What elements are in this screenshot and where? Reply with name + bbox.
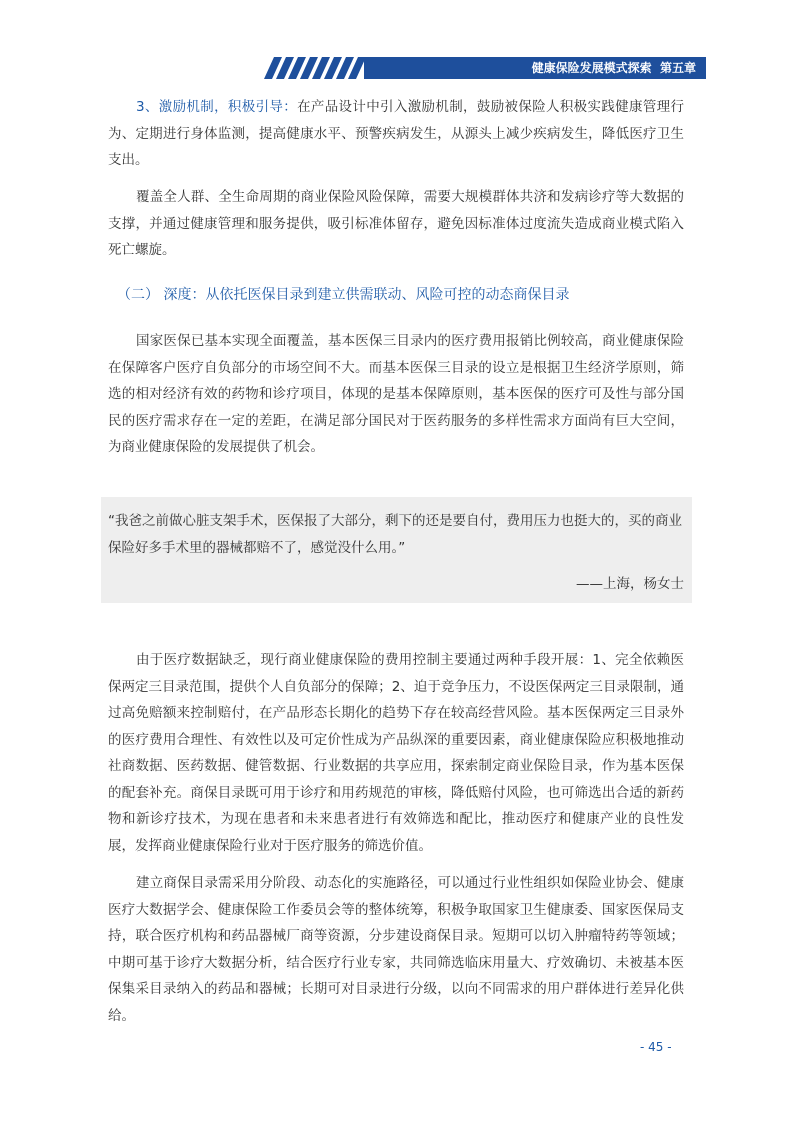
cost-control-paragraph: 由于医疗数据缺乏，现行商业健康保险的费用控制主要通过两种手段开展：1、完全依赖医保两定三目录范围，提供个人自负部分的保障；2、迫于竞争压力，不设医保两定三目录限制，通过高免赔额来控制赔付，在产品形态长期化的趋势下存在较高经营风险。基本医保两定三目录外的医疗费用合理性、有效性以及可定价性成为产品纵深的重要因素，商业健康保险应积极地推动社商数据、医药数据、健管数据、行业数据的共享应用，探索制定商业保险目录，作为基本医保的配套补充。商保目录既可用于诊疗和用药规范的审核，降低赔付风险，也可筛选出合适的新药物和新诊疗技术，为现在患者和未来患者进行有效筛选和配比，推动医疗和健康产业的良性发展，发挥商业健康保险行业对于医疗服务的筛选价值。: [108, 652, 684, 854]
section-heading: （二） 深度：从依托医保目录到建立供需联动、风险可控的动态商保目录: [117, 287, 570, 303]
incentive-label: 3、激励机制，积极引导：: [136, 99, 298, 115]
header-stripes-decoration: [256, 57, 366, 79]
page-number: - 45 -: [640, 1040, 672, 1054]
basic-insurance-paragraph: 国家医保已基本实现全面覆盖，基本医保三目录内的医疗费用报销比例较高，商业健康保险在保障客户医疗自负部分的市场空间不大。而基本医保三目录的设立是根据卫生经济学原则，筛选的相对经济有效的药物和诊疗项目，体现的是基本保障原则，基本医保的医疗可及性与部分国民的医疗需求存在一定的差距，在满足部分国民对于医药服务的多样性需求方面尚有巨大空间，为商业健康保险的发展提供了机会。: [108, 333, 684, 455]
incentive-text: 在产品设计中引入激励机制，鼓励被保险人积极实践健康管理行为、定期进行身体监测，提高健康水平、预警疾病发生，从源头上减少疾病发生，降低医疗卫生支出。: [108, 99, 684, 168]
quote-box: [101, 497, 692, 603]
header-bar: [364, 57, 706, 79]
header-chapter: 第五章: [659, 61, 696, 75]
quote-text: “我爸之前做心脏支架手术，医保报了大部分，剩下的还是要自付，费用压力也挺大的，买的商业保险好多手术里的器械都赔不了，感觉没什么用。”: [108, 513, 682, 556]
quote-attribution: ——上海，杨女士: [576, 576, 684, 592]
coverage-paragraph: 覆盖全人群、全生命周期的商业保险风险保障，需要大规模群体共济和发病诊疗等大数据的支撑，并通过健康管理和服务提供，吸引标准体留存，避免因标准体过度流失造成商业模式陷入死亡螺旋。: [108, 189, 684, 258]
catalog-paragraph: 建立商保目录需采用分阶段、动态化的实施路径，可以通过行业性组织如保险业协会、健康医疗大数据学会、健康保险工作委员会等的整体统筹，积极争取国家卫生健康委、国家医保局支持，联合医疗机构和药品器械厂商等资源，分步建设商保目录。短期可以切入肿瘤特药等领域；中期可基于诊疗大数据分析，结合医疗行业专家，共同筛选临床用量大、疗效确切、未被基本医保集采目录纳入的药品和器械；长期可对目录进行分级，以向不同需求的用户群体进行差异化供给。: [108, 875, 684, 1024]
header-title: 健康保险发展模式探索: [531, 61, 652, 75]
page-header: [256, 57, 706, 79]
incentive-paragraph: [108, 94, 684, 174]
